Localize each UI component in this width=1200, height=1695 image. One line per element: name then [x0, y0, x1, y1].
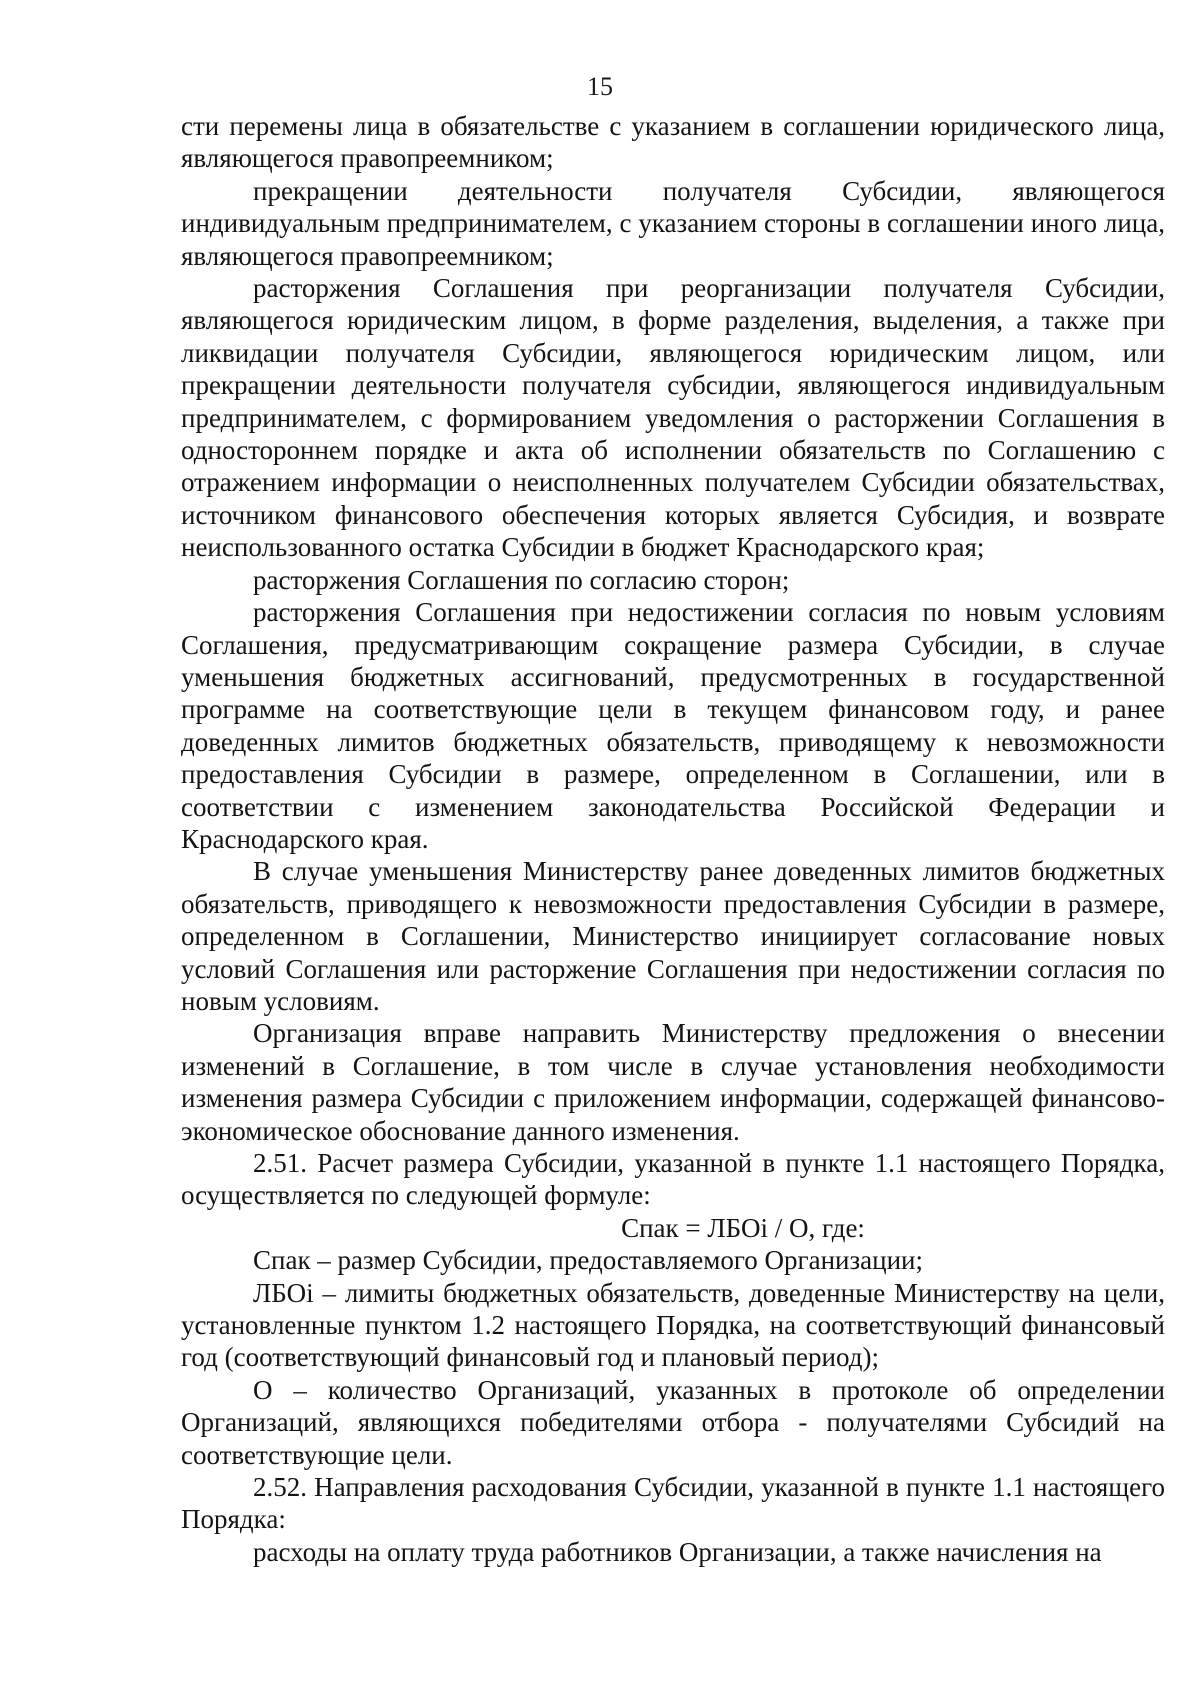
formula: Спак = ЛБОi / О, где:	[621, 1212, 865, 1243]
paragraph: сти перемены лица в обязательстве с указанием в соглашении юридического лица, являющегося правопреемником;	[181, 111, 1165, 174]
page-number: 15	[587, 72, 613, 101]
paragraph: О – количество Организаций, указанных в протоколе об определении Организаций, являющихся победителями отбора - получателями Субсидий на соответствующие цели.	[181, 1374, 1165, 1470]
paragraph: расторжения Соглашения по согласию сторон;	[253, 564, 790, 595]
document-body	[181, 110, 1165, 1568]
paragraph: расторжения Соглашения при реорганизации получателя Субсидии, являющегося юридическим лицом, в форме разделения, выделения, а также при ликвидации получателя Субсидии, являющегося юридическим лицом, или прекращении деятельности получателя субсидии, являющегося индивидуальным предпринимателем, с формированием уведомления о расторжении Соглашения в одностороннем порядке и акта об исполнении обязательств по Соглашению с отражением информации о неисполненных получателем Субсидии обязательствах, источником финансового обеспечения которых является Субсидия, и возврате неиспользованного остатка Субсидии в бюджет Краснодарского края;	[181, 273, 1165, 563]
paragraph: В случае уменьшения Министерству ранее доведенных лимитов бюджетных обязательств, приводящего к невозможности предоставления Субсидии в размере, определенном в Соглашении, Министерство инициирует согласование новых условий Соглашения или расторжение Соглашения при недостижении согласия по новым условиям.	[181, 856, 1165, 1016]
paragraph: расторжения Соглашения при недостижении согласия по новым условиям Соглашения, предусматривающим сокращение размера Субсидии, в случае уменьшения бюджетных ассигнований, предусмотренных в государственной программе на соответствующие цели в текущем финансовом году, и ранее доведенных лимитов бюджетных обязательств, приводящему к невозможности предоставления Субсидии в размере, определенном в Соглашении, или в соответствии с изменением законодательства Российской Федерации и Краснодарского края.	[181, 597, 1165, 854]
paragraph: ЛБОi – лимиты бюджетных обязательств, доведенные Министерству на цели, установленные пунктом 1.2 настоящего Порядка, на соответствующий финансовый год (соответствующий финансовый год и плановый период);	[181, 1277, 1165, 1373]
paragraph: Спак – размер Субсидии, предоставляемого Организации;	[253, 1245, 923, 1276]
paragraph: 2.52. Направления расходования Субсидии, указанной в пункте 1.1 настоящего Порядка:	[181, 1472, 1165, 1535]
paragraph: расходы на оплату труда работников Организации, а также начисления на	[253, 1536, 1102, 1567]
paragraph: Организация вправе направить Министерству предложения о внесении изменений в Соглашение, в том числе в случае установления необходимости изменения размера Субсидии с приложением информации, содержащей финансово-экономическое обоснование данного изменения.	[181, 1018, 1165, 1146]
paragraph: 2.51. Расчет размера Субсидии, указанной в пункте 1.1 настоящего Порядка, осуществляется по следующей формуле:	[181, 1148, 1165, 1211]
paragraph: прекращении деятельности получателя Субсидии, являющегося индивидуальным предпринимателем, с указанием стороны в соглашении иного лица, являющегося правопреемником;	[181, 175, 1165, 271]
